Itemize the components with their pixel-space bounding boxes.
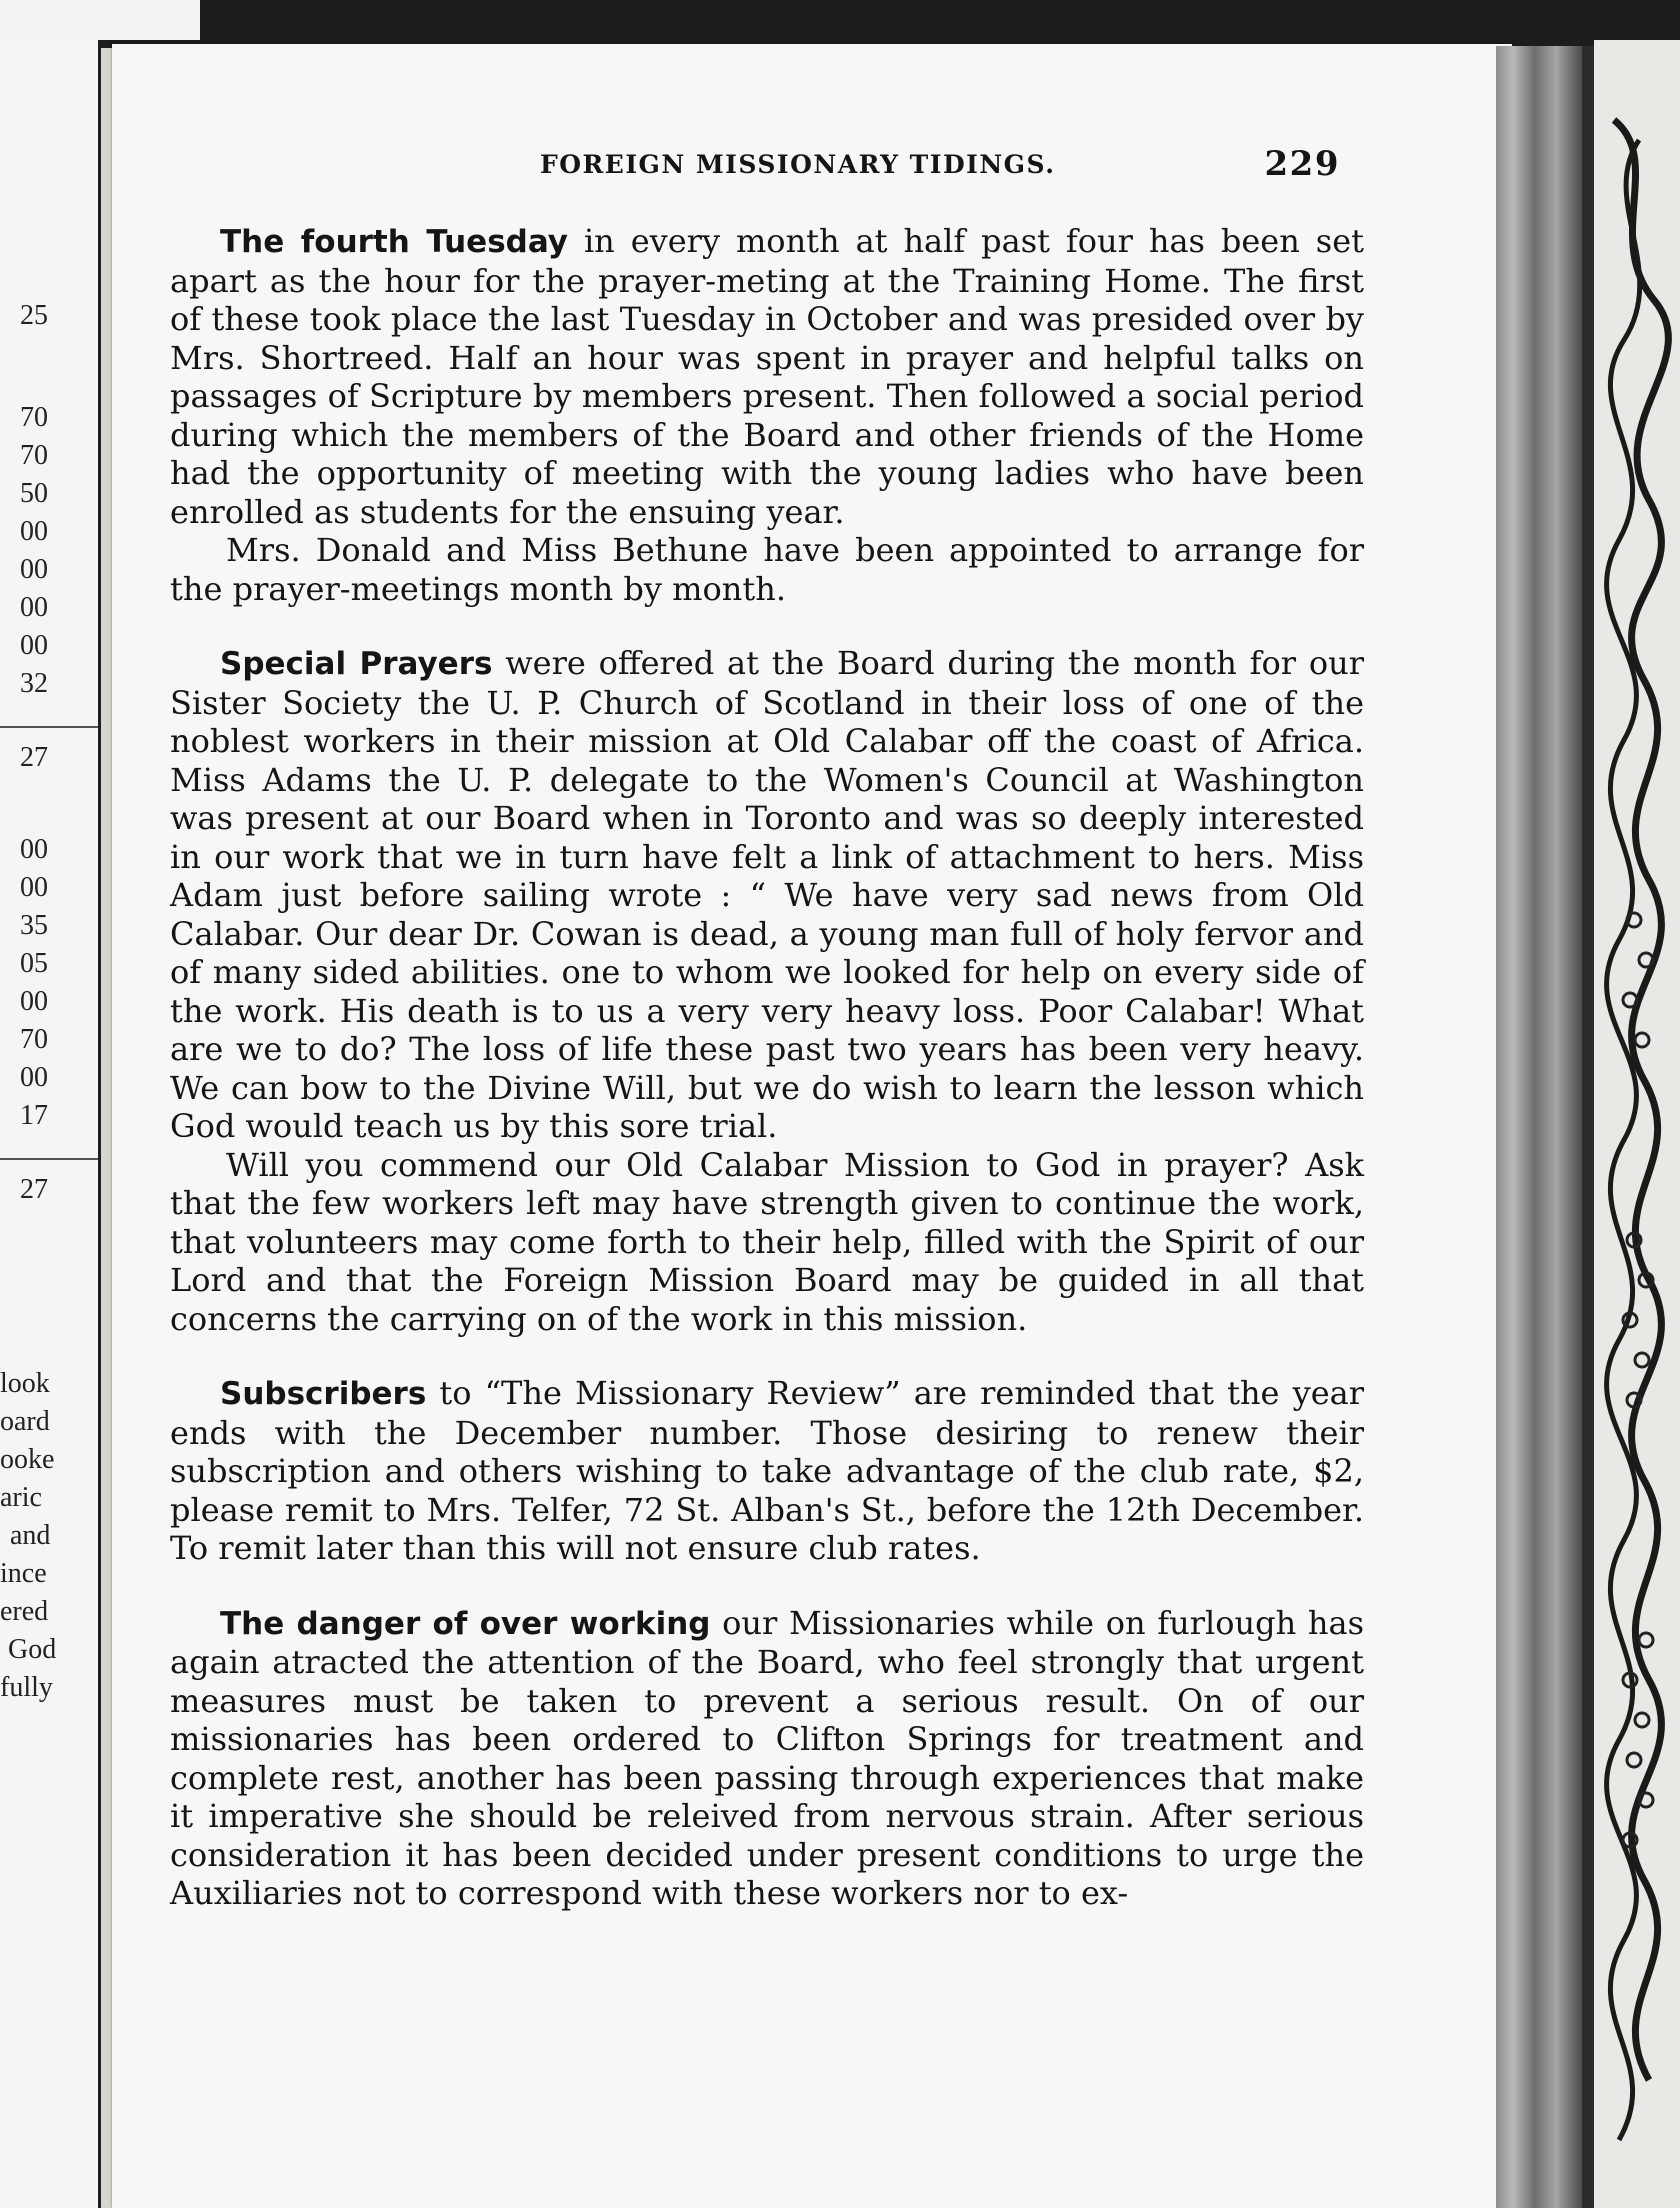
- left-number: 32: [20, 668, 48, 699]
- left-number: 00: [20, 1062, 48, 1093]
- left-number: 00: [20, 592, 48, 623]
- paragraph-text: to “The Missionary Review” are reminded that the year ends with the December number. Those desiring to renew their subscription and others wishing to take advantage of the club rate, $2, please remit to Mrs. Telfer, 72 St. Alban's St., before the 12th December. To remit later than this will not ensure club rates.: [170, 1374, 1364, 1567]
- left-word: oard: [0, 1406, 50, 1437]
- article-body: [170, 222, 1364, 1949]
- left-number: 27: [20, 1174, 48, 1205]
- left-number: 35: [20, 910, 48, 941]
- scan-gap: [0, 0, 200, 40]
- left-number: 00: [20, 516, 48, 547]
- section-subscribers: [170, 1374, 1364, 1568]
- page-edge: [1496, 46, 1582, 2208]
- left-number: 70: [20, 440, 48, 471]
- running-header: [540, 144, 1340, 190]
- section-lead: Special Prayers: [220, 646, 493, 682]
- left-number: 05: [20, 948, 48, 979]
- paragraph-text: our Missionaries while on furlough has again atracted the attention of the Board, who feel strongly that urgent measures must be taken to prevent a serious result. On of our missionaries has been ordered to Clifton Springs for treatment and complete rest, another has been passing through experiences that make it imperative she should be releived from nervous strain. After serious consideration it has been decided under present conditions to urge the Auxiliaries not to correspond with these workers nor to ex-: [170, 1603, 1365, 1912]
- section-fourth-tuesday: [170, 222, 1364, 608]
- left-number: 00: [20, 872, 48, 903]
- left-word: aric: [0, 1482, 42, 1513]
- left-word: look: [0, 1368, 50, 1399]
- left-rule: [0, 726, 98, 728]
- section-lead: The fourth Tuesday: [220, 224, 569, 260]
- left-number: 17: [20, 1100, 48, 1131]
- section-special-prayers: [170, 644, 1364, 1338]
- left-facing-page: [0, 40, 101, 2208]
- left-word: God: [8, 1634, 57, 1665]
- left-number: 00: [20, 630, 48, 661]
- left-word: ince: [0, 1558, 47, 1589]
- paragraph: [170, 1374, 1364, 1568]
- page-number: 229: [1264, 144, 1340, 184]
- left-word: ered: [0, 1596, 49, 1627]
- left-number: 50: [20, 478, 48, 509]
- paragraph: Will you commend our Old Calabar Mission to God in prayer? Ask that the few workers left may have strength given to continue the work, that volunteers may come forth to their help, filled with the Spirit of our Lord and that the Foreign Mission Board may be guided in all that concerns the carrying on of the work in this mission.: [170, 1145, 1364, 1338]
- section-lead: Subscribers: [220, 1376, 427, 1412]
- paragraph: [170, 644, 1364, 1146]
- left-word: fully: [0, 1672, 53, 1703]
- paragraph-text: were offered at the Board during the month for our Sister Society the U. P. Church of Scotland in their loss of one of the noblest workers in their mission at Old Calabar off the coast of Africa. Miss Adams the U. P. delegate to the Women's Council at Washington was present at our Board when in Toronto and was so deeply interested in our work that we in turn have felt a link of attachment to hers. Miss Adam just before sailing wrote : “ We have very sad news from Old Calabar. Our dear Dr. Cowan is dead, a young man full of holy fervor and of many sided abilities. one to whom we looked for help on every side of the work. His death is to us a very very heavy loss. Poor Calabar! What are we to do? The loss of life these past two years has been very heavy. We can bow to the Divine Will, but we do wish to learn the lesson which God would teach us by this sore trial.: [170, 644, 1365, 1145]
- paragraph: Mrs. Donald and Miss Bethune have been appointed to arrange for the prayer-meetings month by month.: [170, 531, 1364, 608]
- journal-title: FOREIGN MISSIONARY TIDINGS.: [540, 150, 1056, 179]
- section-lead: The danger of over working: [220, 1605, 711, 1642]
- left-number: 25: [20, 300, 48, 331]
- paragraph-text: in every month at half past four has been set apart as the hour for the prayer-meting at the Training Home. The first of these took place the last Tuesday in October and was presided over by Mrs. Shortreed. Half an hour was spent in prayer and helpful talks on passages of Scripture by members present. Then followed a social period during which the members of the Board and other friends of the Home had the opportunity of meeting with the young ladies who have been enrolled as students for the ensuing year.: [170, 222, 1364, 531]
- left-word: ooke: [0, 1444, 55, 1475]
- left-number: 27: [20, 742, 48, 773]
- left-number: 00: [20, 554, 48, 585]
- paragraph: [170, 222, 1364, 531]
- left-number: 00: [20, 834, 48, 865]
- ornament-scroll-icon: [1594, 40, 1680, 2208]
- left-rule: [0, 1158, 98, 1160]
- ornament-border: [1594, 40, 1680, 2208]
- left-word: and: [10, 1520, 51, 1551]
- paragraph: [170, 1604, 1364, 1913]
- scan-border-top: [0, 0, 1680, 48]
- left-number: 00: [20, 986, 48, 1017]
- page-edge-shadow: [1582, 46, 1594, 2208]
- left-number: 70: [20, 1024, 48, 1055]
- left-number: 70: [20, 402, 48, 433]
- section-over-working: [170, 1604, 1364, 1913]
